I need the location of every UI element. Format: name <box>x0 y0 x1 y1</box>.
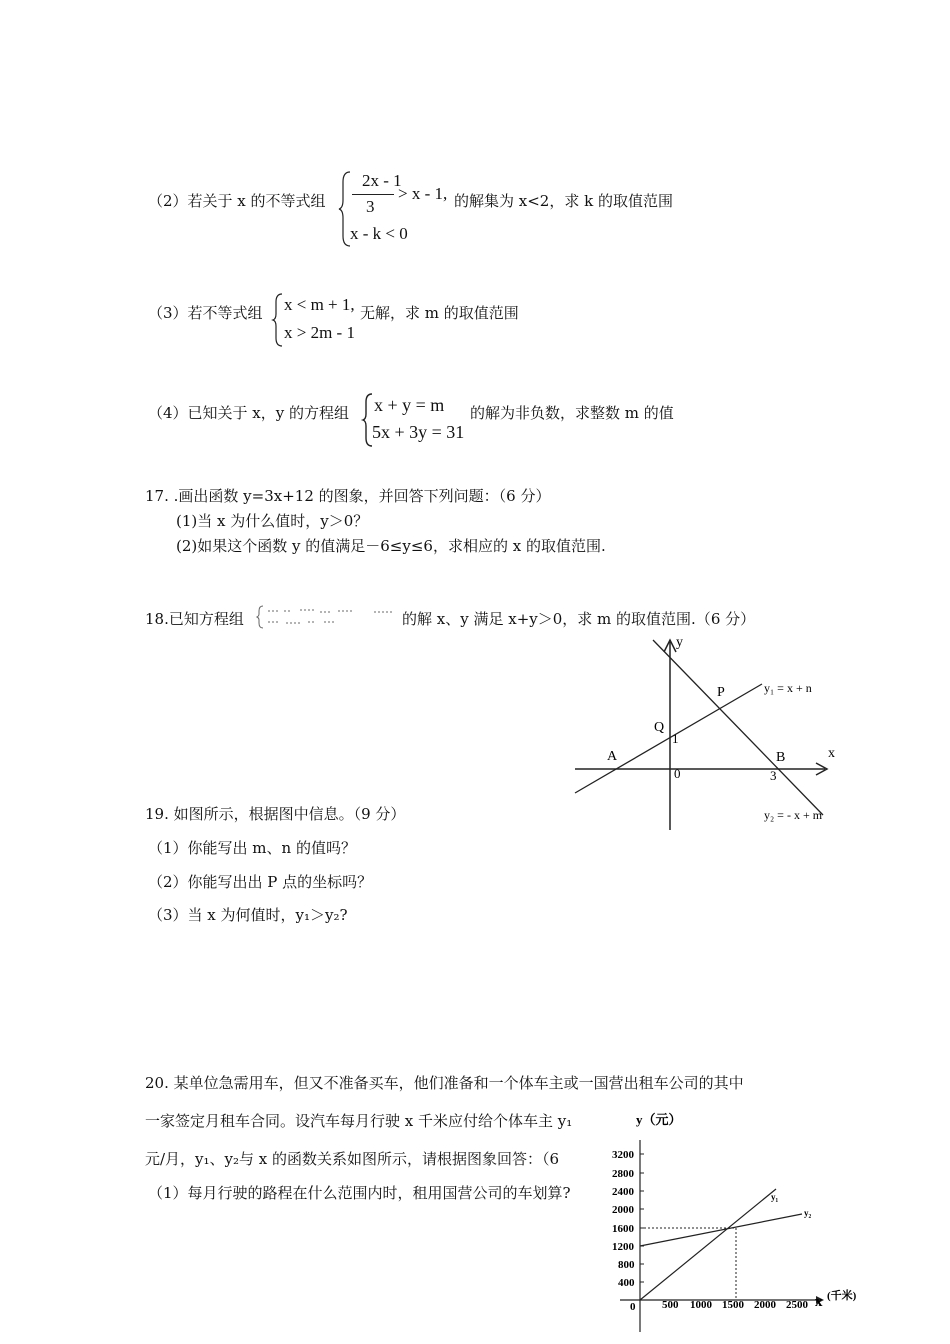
y-tick-400: 400 <box>618 1277 635 1289</box>
point-a-label: A <box>607 749 618 764</box>
q18-prefix: 18.已知方程组 <box>145 610 244 628</box>
y-tick-1200: 1200 <box>612 1241 634 1253</box>
q19-graph <box>570 630 840 835</box>
origin-label: 0 <box>630 1301 636 1313</box>
q2-fraction-denominator: 3 <box>366 197 375 216</box>
y-axis-label: y <box>676 635 683 650</box>
x-axis-label: x <box>828 746 835 761</box>
q2-fraction-bar <box>352 194 394 195</box>
point-p-label: P <box>717 685 725 700</box>
line-y2-label: y₂ <box>804 1208 812 1218</box>
line-y1-label: y₁ = x + n <box>764 681 812 695</box>
y-tick-2400: 2400 <box>612 1186 634 1198</box>
q20-graph <box>610 1110 870 1335</box>
x-tick-1500: 1500 <box>722 1299 744 1311</box>
x-tick-1000: 1000 <box>690 1299 712 1311</box>
y-tick-2800: 2800 <box>612 1168 634 1180</box>
q17-part-2: (2)如果这个函数 y 的值满足－6≤y≤6，求相应的 x 的取值范围. <box>176 537 606 555</box>
q2-inequality-2: x - k < 0 <box>350 224 408 243</box>
q4-prefix: （4）已知关于 x，y 的方程组 <box>148 404 350 422</box>
q3-inequality-1: x < m + 1, <box>284 295 355 314</box>
point-q-label: Q <box>654 720 665 735</box>
q2-fraction-numerator: 2x - 1 <box>362 171 402 190</box>
q17-part-1: (1)当 x 为什么值时，y＞0？ <box>176 512 369 530</box>
q2-suffix: 的解集为 x<2，求 k 的取值范围 <box>454 192 673 210</box>
q4-suffix: 的解为非负数，求整数 m 的值 <box>470 404 674 422</box>
q20-line-2: 一家签定月租车合同。设汽车每月行驶 x 千米应付给个体车主 y₁ <box>145 1112 573 1130</box>
q19-part-3: （3）当 x 为何值时，y₁＞y₂? <box>148 906 348 924</box>
y-axis-label: y（元） <box>636 1112 682 1127</box>
x-unit-label: (千米) <box>827 1290 857 1302</box>
q2-inequality-1-rest: > x - 1, <box>398 184 448 203</box>
q3-brace <box>272 292 284 348</box>
q19-title: 19. 如图所示，根据图中信息。（9 分） <box>145 805 406 823</box>
q4-equation-2: 5x + 3y = 31 <box>372 422 465 442</box>
q19-part-2: （2）你能写出出 P 点的坐标吗？ <box>148 873 373 891</box>
q3-prefix: （3）若不等式组 <box>148 304 263 322</box>
q3-suffix: 无解，求 m 的取值范围 <box>360 304 519 322</box>
y-tick-800: 800 <box>618 1259 635 1271</box>
q17-title: 17. .画出函数 y=3x+12 的图象，并回答下列问题：（6 分） <box>145 487 551 505</box>
y-tick-2000: 2000 <box>612 1204 634 1216</box>
q18-equation-system-garbled <box>256 604 398 630</box>
q2-prefix: （2）若关于 x 的不等式组 <box>148 192 326 210</box>
origin-label: 0 <box>674 766 681 781</box>
q18-suffix: 的解 x、y 满足 x+y＞0，求 m 的取值范围.（6 分） <box>402 610 756 628</box>
q20-line-3: 元/月，y₁、y₂与 x 的函数关系如图所示，请根据图象回答：（6 <box>145 1150 560 1168</box>
x-tick-500: 500 <box>662 1299 679 1311</box>
y-tick-1600: 1600 <box>612 1223 634 1235</box>
q20-line-1: 20. 某单位急需用车，但又不准备买车，他们准备和一个体车主或一国营出租车公司的其中 <box>145 1074 744 1092</box>
line-y2-label: y₂ = - x + m <box>764 808 823 822</box>
line-y1-label: y₁ <box>771 1192 779 1202</box>
q3-inequality-2: x > 2m - 1 <box>284 323 355 342</box>
line-y1 <box>640 1189 776 1300</box>
x-axis-label: x <box>815 1294 823 1310</box>
line-y2 <box>653 640 823 815</box>
x-tick-2500: 2500 <box>786 1299 808 1311</box>
q20-part-1: （1）每月行驶的路程在什么范围内时，租用国营公司的车划算? <box>148 1184 571 1202</box>
q4-equation-1: x + y = m <box>374 395 445 415</box>
intercept-3-label: 3 <box>770 768 777 783</box>
line-y1 <box>575 684 762 793</box>
line-y2 <box>640 1214 802 1246</box>
x-tick-2000: 2000 <box>754 1299 776 1311</box>
point-b-label: B <box>776 750 786 765</box>
q19-part-1: （1）你能写出 m、n 的值吗？ <box>148 839 356 857</box>
y-tick-3200: 3200 <box>612 1149 634 1161</box>
intercept-1-label: 1 <box>672 731 679 746</box>
